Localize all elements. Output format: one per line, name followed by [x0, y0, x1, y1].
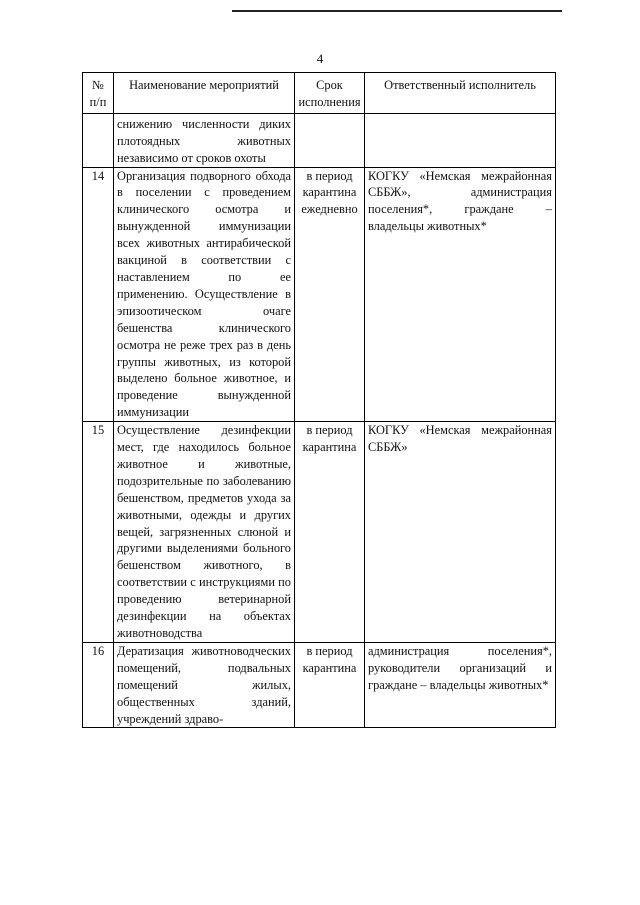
row-term: в период карантина — [295, 422, 365, 643]
header-term: Срок исполнения — [295, 73, 365, 114]
row-name: Дератизация животноводческих помещений, подвальных помещений жилых, общественных зданий, учреждений здраво- — [114, 642, 295, 728]
row-term: в период карантина — [295, 642, 365, 728]
page-number: 4 — [316, 51, 324, 66]
row-name: Осуществление дезинфекции мест, где находилось больное животное и животные, подозрительные по заболеванию бешенством, предметов ухода за животными, одежды и других вещей, загрязненных слюной и другими выделениями больного бешенством животного, в соответствии с инструкциями по проведению ветеринарной дезинфекции на объектах животноводства — [114, 422, 295, 643]
table-row — [83, 167, 556, 422]
row-num: 15 — [83, 422, 114, 643]
row-name: снижению численности диких плотоядных животных независимо от сроков охоты — [114, 113, 295, 167]
header-name: Наименование мероприятий — [114, 73, 295, 114]
table-row — [83, 422, 556, 643]
header-num: № п/п — [83, 73, 114, 114]
header-responsible: Ответственный исполнитель — [365, 73, 556, 114]
row-term — [295, 113, 365, 167]
row-num — [83, 113, 114, 167]
row-num: 16 — [83, 642, 114, 728]
table-header-row — [83, 73, 556, 114]
row-responsible: КОГКУ «Немская межрайонная СББЖ», администрация поселения*, граждане – владельцы животных* — [365, 167, 556, 422]
row-responsible — [365, 113, 556, 167]
row-responsible: КОГКУ «Немская межрайонная СББЖ» — [365, 422, 556, 643]
header-rule — [232, 10, 562, 12]
measures-table — [82, 72, 556, 728]
table-row — [83, 113, 556, 167]
table-row — [83, 642, 556, 728]
row-num: 14 — [83, 167, 114, 422]
row-name: Организация подворного обхода в поселении с проведением клинического осмотра и вынужденной иммунизации всех животных антирабической вакциной в соответствии с наставлением по ее применению. Осуществление в эпизоотическом очаге бешенства клинического осмотра не реже трех раз в день группы животных, из которой выделено больное животное, и проведение вынужденной иммунизации — [114, 167, 295, 422]
row-term: в период карантина ежедневно — [295, 167, 365, 422]
row-responsible: администрация поселения*, руководители организаций и граждане – владельцы животных* — [365, 642, 556, 728]
